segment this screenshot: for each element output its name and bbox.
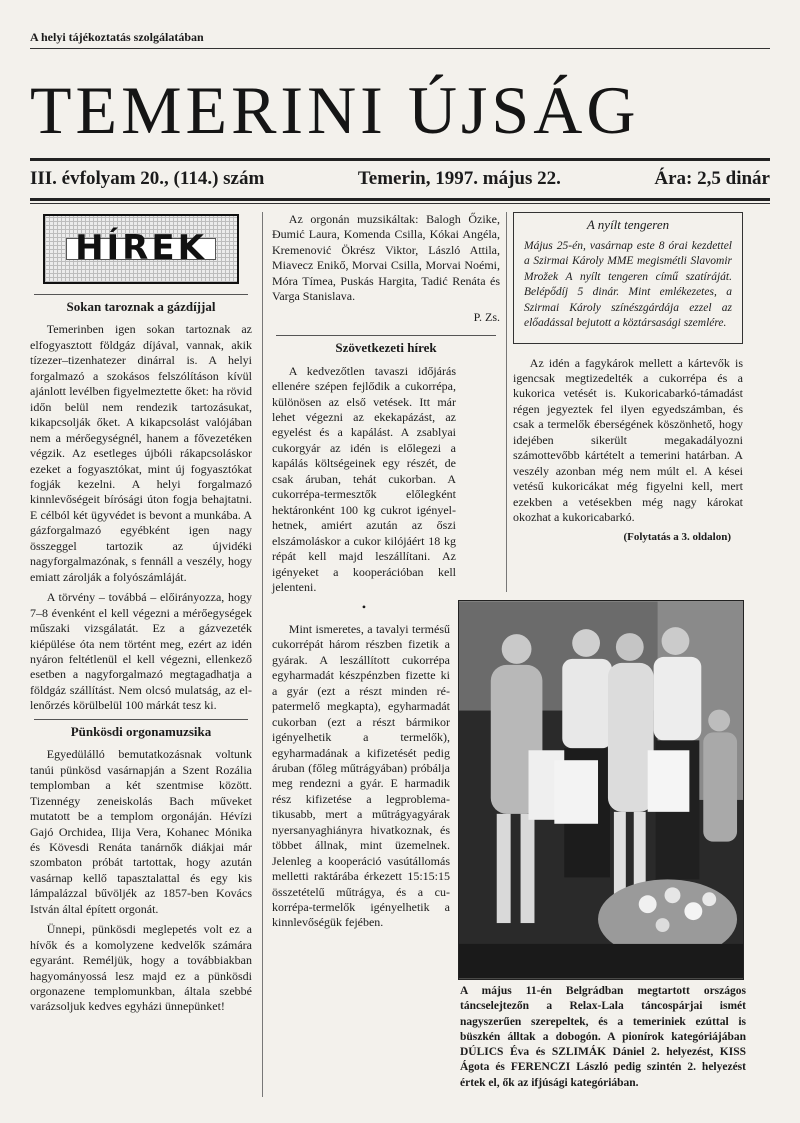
masthead-title: TEMERINI ÚJSÁG	[30, 72, 640, 148]
tagline: A helyi tájékoztatás szolgálatában	[30, 30, 204, 44]
article-organ-p2: Ünnepi, pünkösdi meglepetés volt ez a hívők és a komolyzene kedvelők számára egyaránt. Reméljük, hogy a továbbiakban hagyományossá lesz majd ez a pünkösdi orgonazene templomunkban, általa szebbé varázsoljuk kedves egyházi ünnepünket!	[30, 922, 252, 1014]
column-divider-2	[506, 212, 507, 592]
article-organ-p1: Egyedülálló bemutatkozásnak voltunk tanúi pünkösd vasárnapján a Szent Rozália templomban a két szentmise között. Tizennégy zeneiskolás Bach műveket mutatott be a templom orgonáján. Hévízi Gajó Orchidea, Ilija Vera, Kohanec Mónika és Kövesdi Renáta tanárnők diákjai már szombaton próbát tartottak, hogy azután vasárnap kellő tapasztalattal és egy kis lámpalázzal bűvöljék az 1857-ben Kovács István által épített orgonát.	[30, 747, 252, 916]
article-gas-p1: Temerinben igen sokan tartoznak az elfogyasztott földgáz díjával, vannak, akik tízezer–tizenhatezer dinárral is. A helyi forgalmazó a szokásos felszólításon kívül ajánlott levélben figyelmeztette őket: ha rövid időn belül nem rendezik tartozásukat, kikapcsolják őket. A kikapcsolást valójában nem a mérőegységnél, hanem a fővezetéken végzik. Az esetleges újbóli rákapcsoláskor ezeket a fogyasztókat, mint új fogyasztókat fogják kezelni. A helyi forgalmazó kinnlevőségeit bírósági úton fogja behajtatni. E célból két ügyvédet is bevont a munkába. A gázforgalmazó egyébként igen nagy összeggel tartozik az újvidéki nagyforgalmazónak, s fennáll a veszély, hogy emiatt zárolják a folyószámláját.	[30, 322, 252, 584]
theatre-notice-box	[513, 212, 743, 344]
issue-line	[30, 168, 770, 190]
headline-coop: Szövetkezeti hírek	[335, 340, 437, 356]
hirek-section-logo	[43, 214, 239, 284]
issue-volume: III. évfolyam 20., (114.) szám	[30, 168, 265, 189]
theatre-notice-title: A nyílt tengeren	[586, 217, 670, 232]
column-1	[30, 212, 252, 1020]
article-separator: •	[361, 600, 367, 615]
masthead-rule-top	[30, 158, 770, 161]
article-coop-p2: Mint ismeretes, a tavalyi termésű cukorrépát három részben fizetik a gyárak. A leszállított cukorrépa egyharmadát készpénzben fizette ki a gyár (ezt a részt minden répatermelő megkapta), egyharmadát cukorban (ezt a részt bármikor igényelhetik a termelők), egyharmadának a kifizetését pedig áruban (főleg műtrágyában) próbálja meg rendezni a gyár. E harmadik rész kifizetése a legproblematikusabb, mert a műtrágyagyárak nyersanyaghiányra hivatkoznak, és többet állnak, mint üzemelnek. Jelenleg a kooperáció vasútállomás melletti raktárába érkezett 15:15:15 összetételű műtrágya, és a cukorrépa-termelők igényelhetik a kinnlevőségük fejében.	[272, 621, 450, 930]
hirek-logo-text: HÍREK	[66, 238, 216, 259]
column-divider-1	[262, 212, 263, 1097]
article-frost-p1: Az idén a fagykárok mellett a kártevők is igencsak megtizedelték a cukorrépa és a kukorica vetését is. Kukoricabarkó-támadást régen jegyeztek fel ilyen egyedszámban, és csak a termelők éberségének köszönhető, hogy idejében sikerült megakadályozni számottevőbb kártételt a temerini határban. A veszély azonban még nem múlt el. A kései vetésű kukoricákat még figyelni kell, mert ezekben a vetésekben még nagy károkat okozhat a kukoricabarkó.	[513, 355, 743, 525]
headline-organ: Pünkösdi orgonamuzsika	[70, 723, 212, 739]
headline-rule	[276, 335, 496, 336]
dance-competition-photo	[458, 600, 744, 980]
headline-gas: Sokan taroznak a gázdíjjal	[66, 299, 216, 314]
article-coop-p1: A kedvezőtlen tavaszi időjárás ellenére szépen fejlődik a cukorrépa, különösen az első vetések. Itt már lehet végezni az ekekapázást, az egyelést és a kapálást. A zsablyai cukorgyár az idén is előlegezi a kapálás költségeinek egy részét, de csak áruban, tehát cukorban. A cukorrépa-termesztők előlegként hektáronként 100 kg cukrot igényelhetnek, amiért azután az őszi elszámoláskor a cukor kilójáért 18 kg répát kell majd leszállítani. Az igényeket a kooperációban kell jelenteni.	[272, 363, 456, 594]
article-organ-signature: P. Zs.	[473, 309, 500, 324]
article-gas-p2: A törvény – továbbá – előirányozza, hogy 7–8 évenként el kell végezni a mérőegységek műszaki vizsgálatát. Ez a gázvezeték kiépülése óta nem történt meg, ezért az idén nyáron feltétlenül el kell végezni, ellenkező esetben a nagyforgalmazó megtagadhatja a földgáz szállítást. Nem olcsó mulatság, az ellenőrzés körülbelül 100 márkát tesz ki.	[30, 590, 252, 713]
article-organ-p3: Az orgonán muzsikáltak: Balogh Őzike, Đumić Laura, Komenda Csilla, Kókai Angéla, Kremenović Ökrész Viktor, László Attila, Miavecz Enikő, Morvai Csilla, Morvai Noémi, Móra Tímea, Puskás Hargita, Tadić Renáta és Varga Stanislava.	[272, 212, 500, 304]
issue-date: Temerin, 1997. május 22.	[357, 168, 561, 189]
photo-caption: A május 11-én Belgrádban megtartott országos táncselejtezőn a Relax-Lala táncospárjai ismét nagyszerűen szerepeltek, és a temeriniek ezúttal is büszkén álltak a dobogón. A pionírok kategóriájában DÚLICS Éva és SZLIMÁK Dániel 2. helyezést, KISS Ágota és FERENCZI László pedig szintén 2. helyezést értek el, ők az ifjúsági kategóriában.	[460, 985, 746, 1089]
theatre-notice-body: Május 25-én, vasárnap este 8 órai kezdettel a Szirmai Károly MME megismétli Slavomir Mrožek A nyílt tengeren című szatíráját. Belépődíj 5 dinár. Mint emlékezetes, a Szirmai Károly színészgárdája ezzel az előadással bejutott a köztársasági szemlére.	[524, 239, 732, 329]
continued-note: (Folytatás a 3. oldalon)	[623, 531, 731, 544]
masthead-rule-bottom	[30, 198, 770, 201]
tagline-rule	[30, 48, 770, 49]
masthead-rule-double	[30, 203, 770, 204]
issue-price: Ára: 2,5 dinár	[654, 168, 770, 189]
headline-rule	[34, 294, 248, 295]
column-3	[513, 212, 743, 546]
headline-rule	[34, 719, 248, 720]
